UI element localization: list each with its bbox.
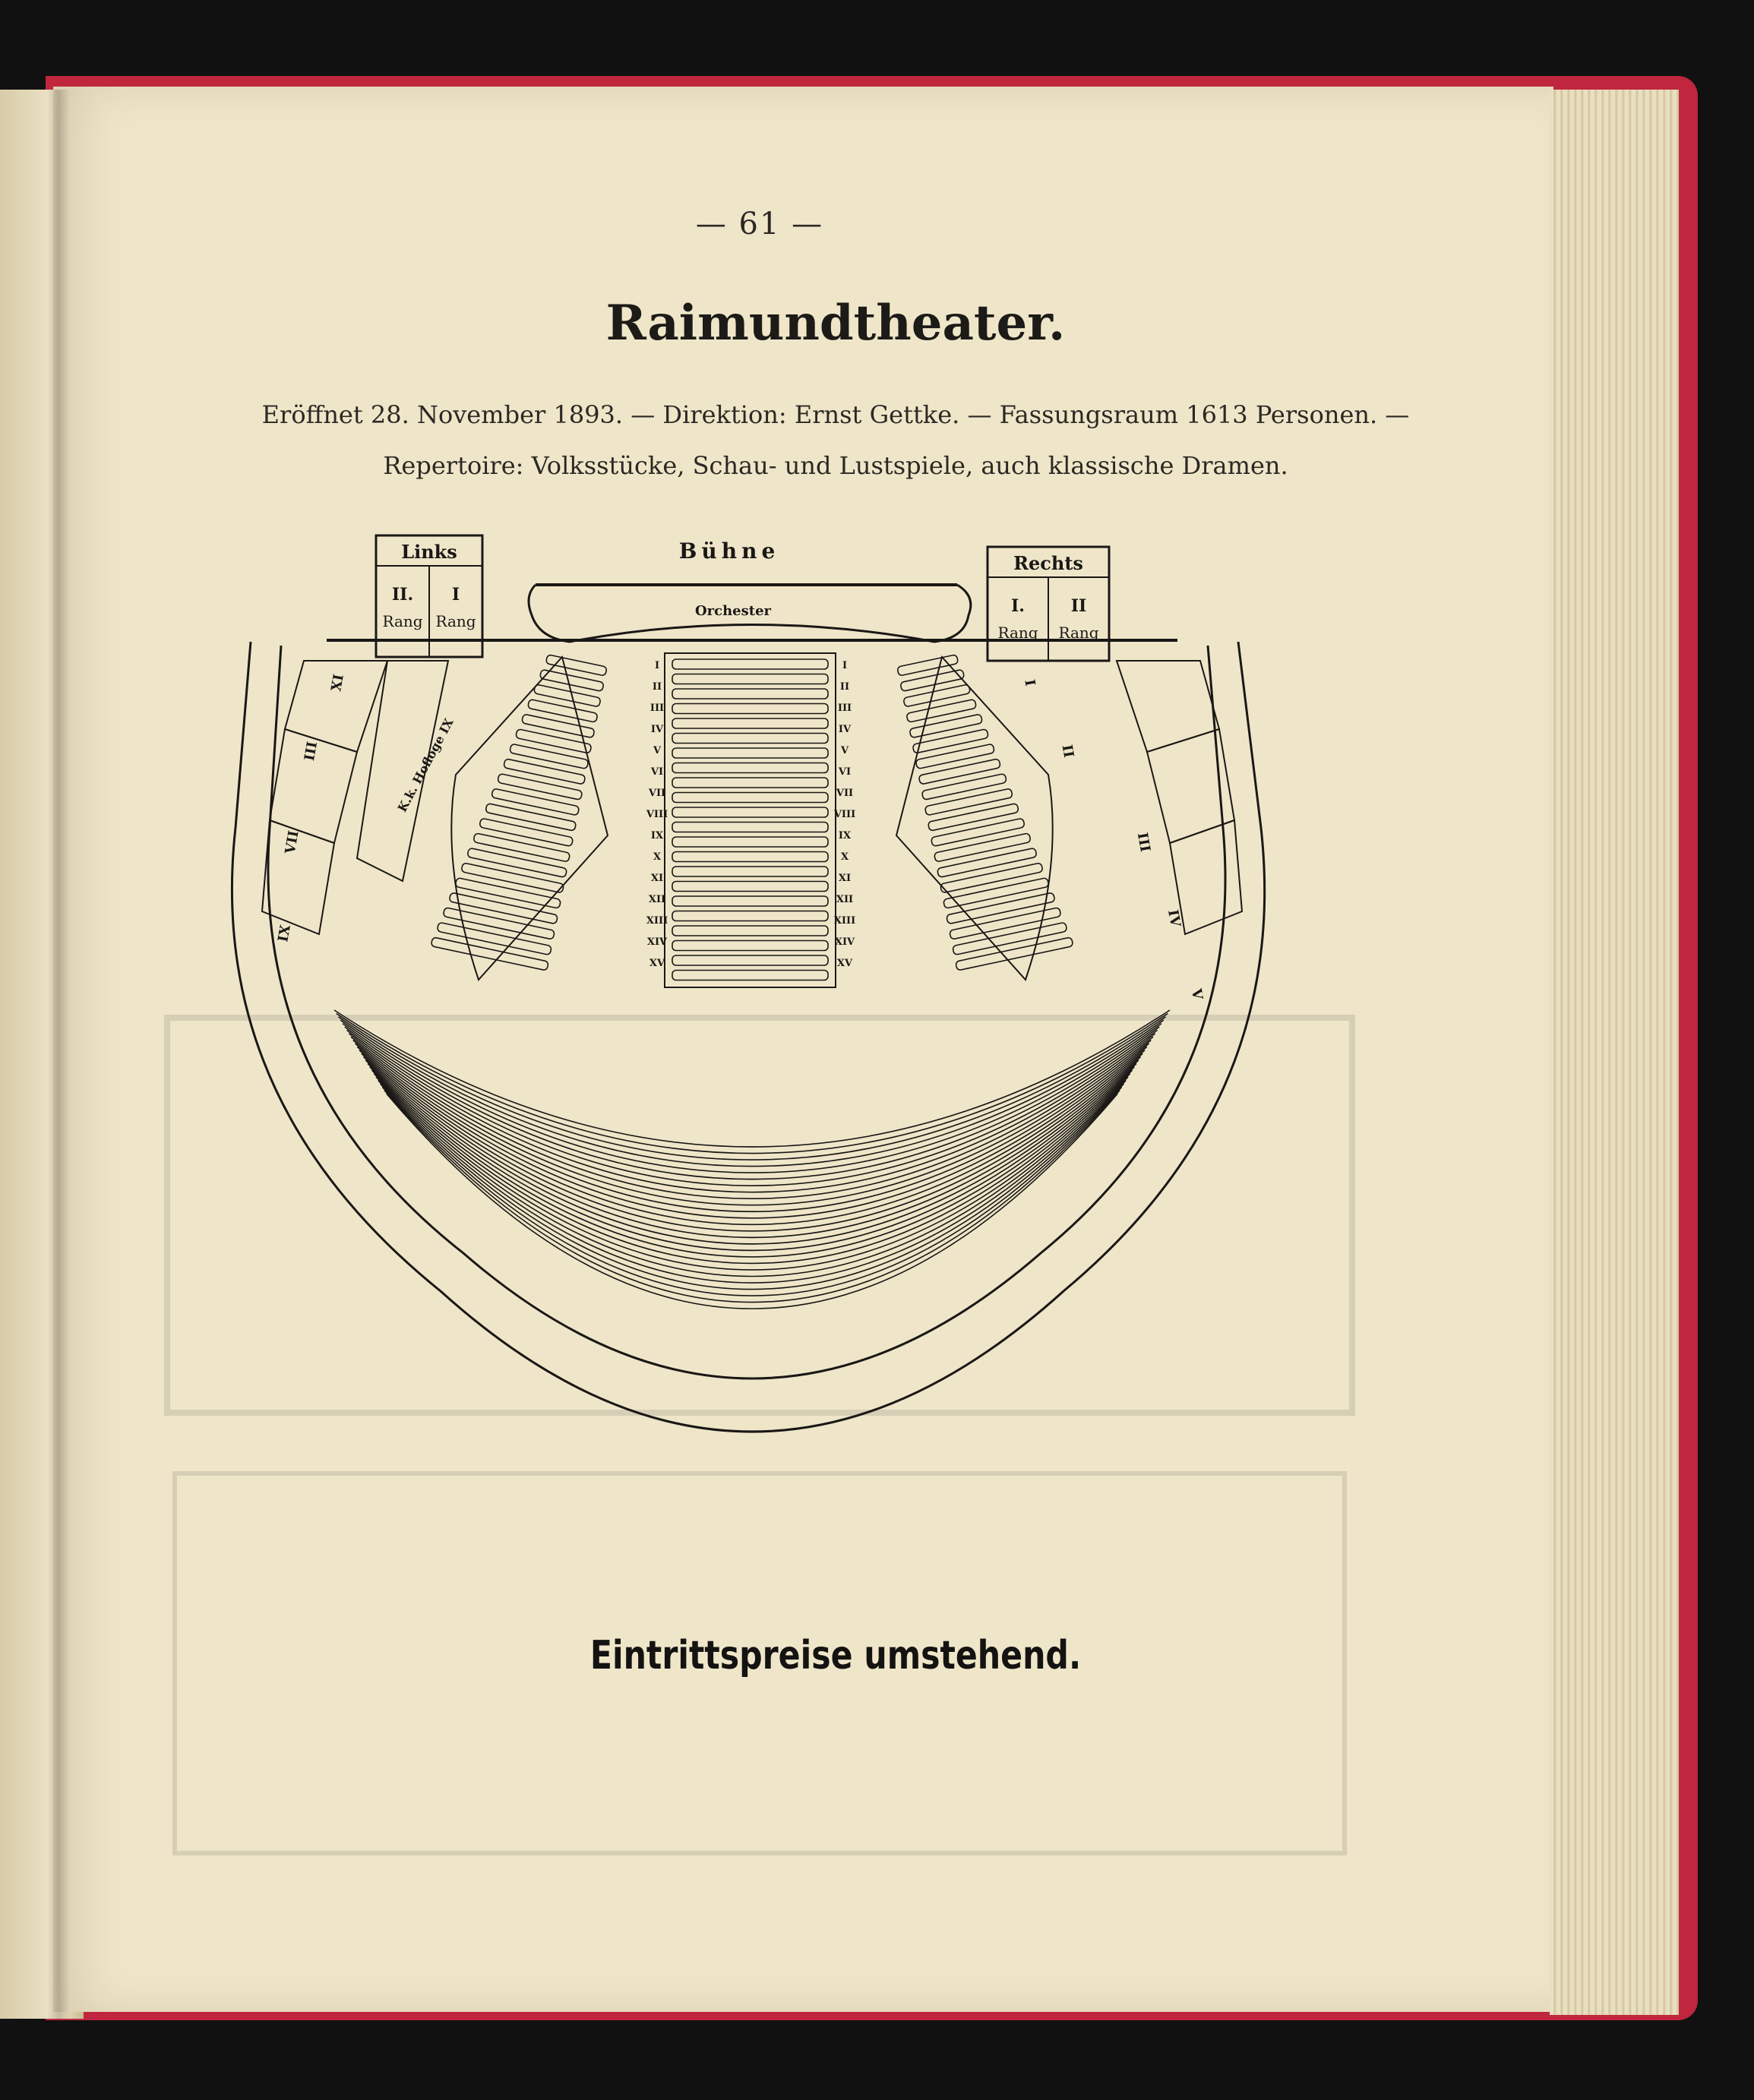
- row-numeral: XV: [649, 958, 665, 969]
- page-edges: [1550, 90, 1679, 2015]
- balcony-arc: [340, 1020, 1164, 1166]
- seat-row: [943, 877, 1049, 908]
- seat-row: [672, 971, 828, 981]
- row-numeral: VI: [838, 766, 852, 778]
- right-rank-box: [988, 547, 1109, 661]
- left-box-title: Links: [401, 541, 457, 563]
- seat-row: [940, 863, 1043, 893]
- seat-row: [485, 804, 577, 832]
- row-numeral: III: [649, 703, 665, 714]
- seat-row: [455, 877, 561, 908]
- row-numeral: X: [653, 851, 662, 863]
- stalls-left-block: [451, 657, 608, 980]
- seat-row: [915, 744, 994, 769]
- seat-row: [931, 818, 1025, 847]
- balcony-arc: [368, 1063, 1136, 1250]
- row-numeral: I: [842, 660, 848, 671]
- seat-row: [900, 669, 965, 691]
- seat-row: [672, 689, 828, 699]
- row-numeral: VIII: [646, 809, 668, 820]
- balcony-arc: [362, 1053, 1143, 1231]
- left-rank-1-numeral: I: [451, 585, 460, 605]
- right-loge-numeral: III: [1133, 831, 1153, 854]
- outer-wall: [232, 642, 1264, 1432]
- left-loge-numerals: [275, 673, 347, 943]
- info-line-1: Eröffnet 28. November 1893. — Direktion: Ernst Gettke. — Fassungsraum 1613 Personen. —: [261, 400, 1410, 429]
- seat-row: [528, 699, 598, 722]
- right-loge-2: [1147, 729, 1234, 843]
- balcony-arc: [374, 1074, 1130, 1270]
- seat-row: [672, 763, 828, 773]
- right-loge-numeral: V: [1187, 987, 1206, 1001]
- row-numeral: XIII: [833, 915, 856, 927]
- left-rank-2-numeral: II.: [391, 585, 414, 605]
- balcony-arc: [351, 1037, 1153, 1198]
- row-numeral: XI: [838, 873, 852, 884]
- seat-row: [906, 699, 976, 722]
- right-loge-numeral: I: [1021, 678, 1038, 688]
- left-rank-1-label: Rang: [435, 612, 476, 630]
- row-numeral: VII: [648, 788, 666, 799]
- seat-row: [909, 714, 982, 738]
- stalls-right-block: [896, 657, 1053, 980]
- row-numeral: V: [840, 745, 849, 756]
- right-loge-numeral: II: [1058, 743, 1077, 759]
- seat-row: [672, 837, 828, 847]
- right-rank-1-label: Rang: [997, 624, 1038, 642]
- seat-row: [672, 941, 828, 951]
- seat-row: [921, 773, 1007, 800]
- row-numeral: I: [654, 660, 660, 671]
- row-numeral: VIII: [833, 809, 856, 820]
- seat-row: [467, 848, 567, 877]
- seat-row: [918, 759, 1000, 785]
- right-loge-numeral: IV: [1165, 908, 1184, 928]
- row-numeral: X: [840, 851, 849, 863]
- balcony-arc: [356, 1044, 1149, 1211]
- seat-rows: [334, 655, 1170, 1309]
- seat-row: [522, 714, 595, 738]
- seating-plan: [228, 524, 1276, 1572]
- seat-row: [672, 911, 828, 921]
- right-rank-2-label: Rang: [1058, 624, 1099, 642]
- left-loge-numeral: III: [302, 740, 321, 763]
- row-numeral: XI: [650, 873, 664, 884]
- right-loge-1: [1117, 661, 1219, 752]
- page-number: — 61 —: [695, 207, 824, 242]
- seat-row: [510, 744, 589, 769]
- seat-row: [461, 863, 564, 893]
- seat-row: [672, 955, 828, 965]
- balcony-arc: [339, 1017, 1166, 1160]
- royal-loge-label: K.k. Hofloge IX: [394, 715, 457, 815]
- seat-row: [672, 748, 828, 758]
- row-numeral: VI: [650, 766, 664, 778]
- row-numeral: IV: [650, 724, 664, 735]
- seat-row: [672, 778, 828, 788]
- seat-row: [672, 896, 828, 906]
- seat-row: [491, 788, 580, 816]
- row-numeral: XIII: [646, 915, 668, 927]
- left-loge-numeral: VII: [282, 829, 302, 856]
- balcony-arc: [349, 1034, 1155, 1192]
- seat-row: [473, 833, 570, 862]
- seat-row: [934, 833, 1031, 862]
- seat-row: [672, 659, 828, 669]
- inner-wall: [268, 646, 1225, 1378]
- seat-row: [516, 729, 592, 754]
- row-numeral: XII: [836, 894, 854, 905]
- left-rank-2-label: Rang: [382, 612, 423, 630]
- row-numeral: XII: [648, 894, 666, 905]
- seat-row: [937, 848, 1037, 877]
- row-numeral: XIV: [834, 936, 855, 948]
- seat-row: [912, 729, 988, 754]
- balcony-arc: [334, 1010, 1170, 1147]
- row-numeral: IV: [838, 724, 852, 735]
- row-numeral: II: [652, 681, 662, 693]
- seat-row: [672, 882, 828, 892]
- seat-row: [672, 793, 828, 803]
- seat-row: [498, 773, 583, 800]
- seat-row: [672, 926, 828, 936]
- balcony-arc: [378, 1080, 1127, 1283]
- balcony-arc: [365, 1060, 1139, 1244]
- seat-row: [672, 867, 828, 876]
- row-numeral: III: [837, 703, 852, 714]
- seat-row: [672, 704, 828, 714]
- row-numeral: II: [839, 681, 850, 693]
- seat-row: [672, 674, 828, 684]
- seat-row: [479, 818, 574, 847]
- right-rank-1-numeral: I.: [1011, 596, 1025, 616]
- row-numeral: IX: [838, 830, 852, 842]
- balcony-arc: [381, 1084, 1124, 1290]
- seat-row: [533, 684, 601, 707]
- left-loge-numeral: IX: [275, 924, 294, 943]
- row-numeral: V: [653, 745, 662, 756]
- footer-note: Eintrittspreise umstehend.: [589, 1633, 1082, 1678]
- seat-row: [672, 734, 828, 744]
- left-loge-numeral: XI: [328, 673, 347, 693]
- stage-label: Bühne: [678, 538, 780, 564]
- gutter-shadow: [47, 90, 70, 2019]
- balcony-arc: [345, 1027, 1160, 1179]
- seat-row: [903, 684, 971, 707]
- seat-row: [924, 788, 1013, 816]
- right-box-title: Rechts: [1013, 552, 1083, 574]
- seat-row: [672, 823, 828, 832]
- orchestra-label: Orchester: [694, 603, 772, 619]
- seat-row: [928, 804, 1019, 832]
- row-numerals: [646, 660, 855, 969]
- row-numeral: VII: [836, 788, 854, 799]
- seat-row: [539, 669, 604, 691]
- row-numeral: IX: [650, 830, 664, 842]
- royal-loge: [357, 661, 448, 881]
- page-title: Raimundtheater.: [605, 295, 1066, 352]
- seat-row: [672, 807, 828, 817]
- seat-row: [672, 852, 828, 862]
- seat-row: [672, 718, 828, 728]
- row-numeral: XV: [836, 958, 853, 969]
- row-numeral: XIV: [646, 936, 668, 948]
- right-rank-2-numeral: II: [1070, 596, 1087, 616]
- info-line-2: Repertoire: Volksstücke, Schau- und Lustspiele, auch klassische Dramen.: [383, 451, 1288, 480]
- seat-row: [504, 759, 586, 785]
